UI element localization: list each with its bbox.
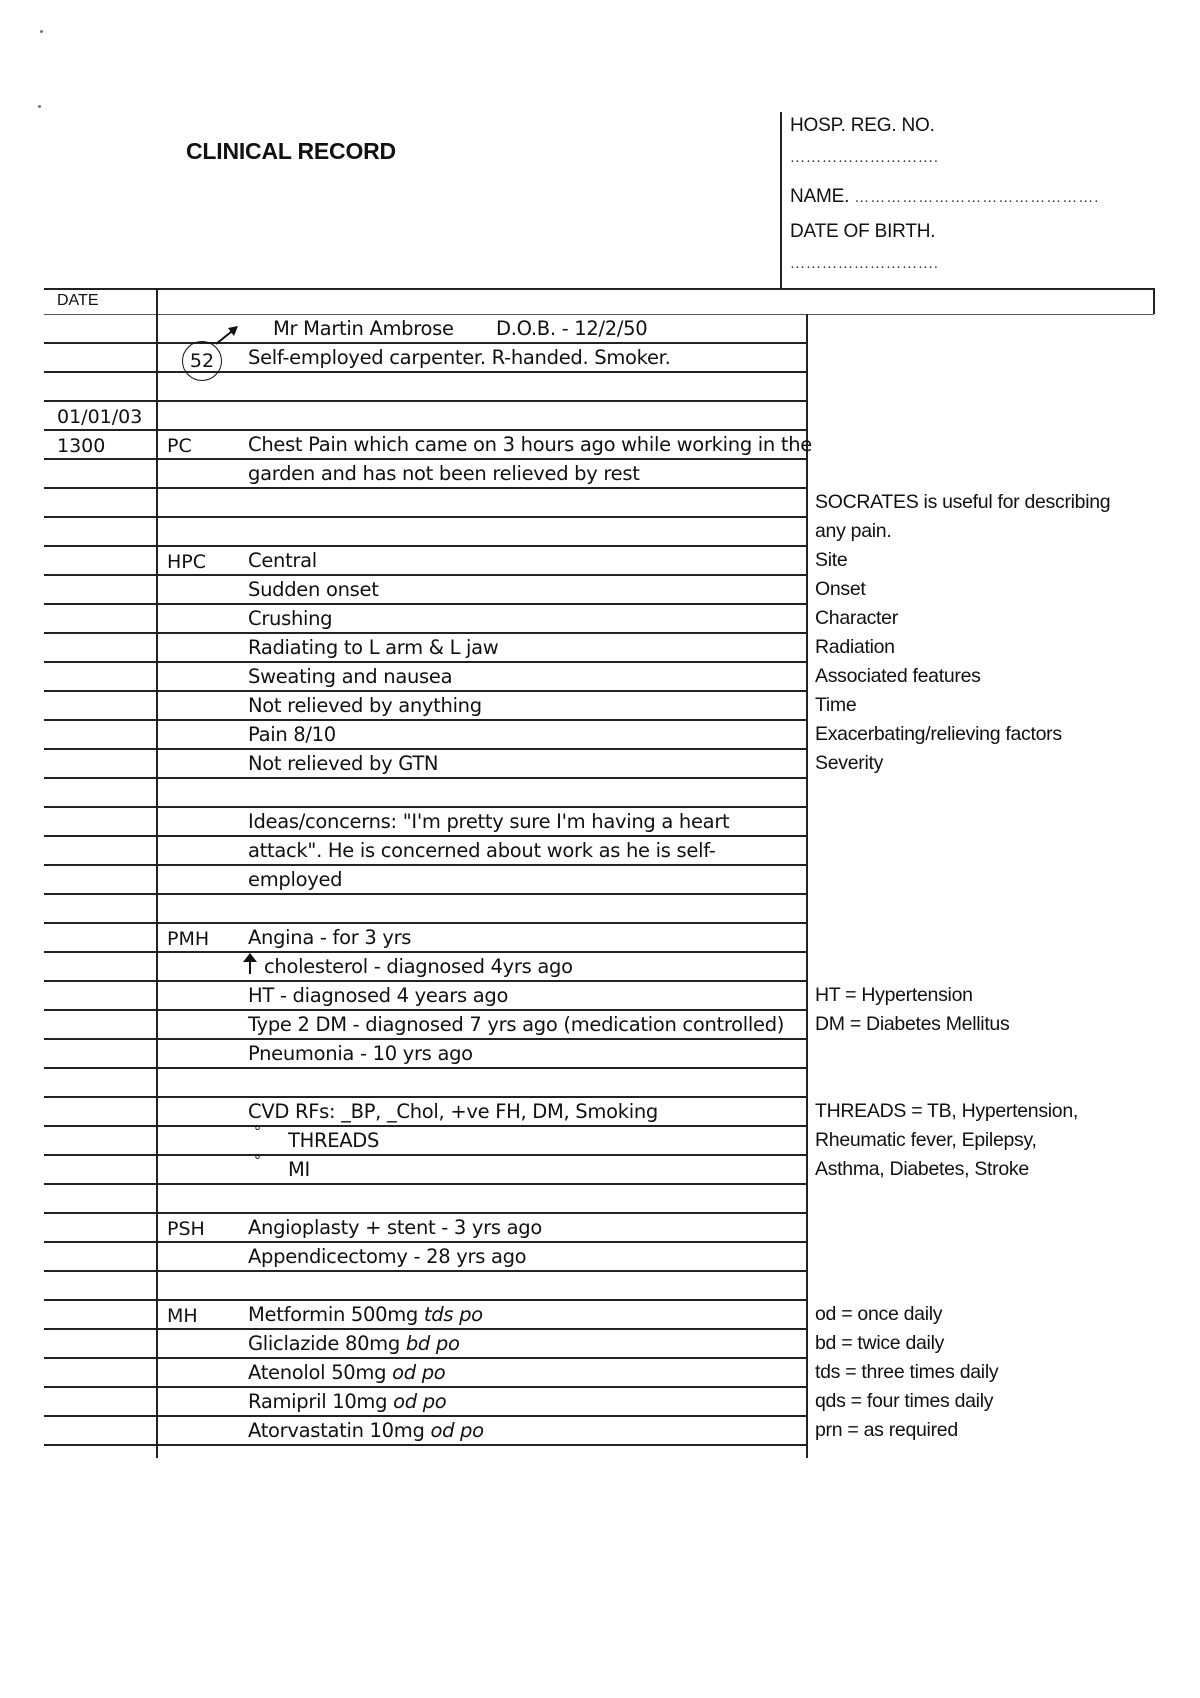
ice-line: Ideas/concerns: "I'm pretty sure I'm having a heart <box>248 810 730 833</box>
row-rule <box>44 1241 806 1243</box>
row-rule <box>44 371 806 373</box>
note-dosing: od = once daily <box>815 1303 943 1325</box>
pc-line: Chest Pain which came on 3 hours ago while working in the <box>248 433 812 456</box>
note-dosing: bd = twice daily <box>815 1332 945 1354</box>
note-socrates: Exacerbating/relieving factors <box>815 723 1062 745</box>
name-value: ………………………………………. <box>854 189 1100 206</box>
name-label: NAME. <box>790 186 850 207</box>
note-socrates: any pain. <box>815 520 892 542</box>
mh-line: Ramipril 10mg od po <box>248 1390 447 1413</box>
up-arrow-icon <box>242 952 258 976</box>
psh-label: PSH <box>167 1218 205 1240</box>
note-socrates: SOCRATES is useful for describing <box>815 491 1111 513</box>
note-threads: Asthma, Diabetes, Stroke <box>815 1158 1029 1180</box>
mh-line: Atorvastatin 10mg od po <box>248 1419 484 1442</box>
ice-line: attack". He is concerned about work as he is self- <box>248 839 716 862</box>
note-dosing: prn = as required <box>815 1419 958 1441</box>
hpc-label: HPC <box>167 551 207 573</box>
note-abbrev: HT = Hypertension <box>815 984 973 1006</box>
note-socrates: Severity <box>815 752 884 774</box>
mh-line: Atenolol 50mg od po <box>248 1361 446 1384</box>
note-socrates: Character <box>815 607 898 629</box>
mh-label: MH <box>167 1305 198 1327</box>
row-rule <box>44 342 806 344</box>
row-rule <box>44 1386 806 1388</box>
hpc-line: Radiating to L arm & L jaw <box>248 636 499 659</box>
note-dosing: qds = four times daily <box>815 1390 994 1412</box>
cvd-line: THREADS <box>288 1129 380 1152</box>
bullet-icon: ° <box>254 1124 261 1140</box>
note-socrates: Time <box>815 694 857 716</box>
date-column-header: DATE <box>57 292 99 309</box>
row-rule <box>44 1299 806 1301</box>
hpc-line: Not relieved by anything <box>248 694 482 717</box>
psh-line: Appendicectomy - 28 yrs ago <box>248 1245 527 1268</box>
row-rule <box>44 661 806 663</box>
name-field <box>790 186 1099 208</box>
note-abbrev: DM = Diabetes Mellitus <box>815 1013 1010 1035</box>
row-rule <box>44 1328 806 1330</box>
row-rule <box>44 632 806 634</box>
bullet-icon: ° <box>254 1153 261 1169</box>
row-rule <box>44 1357 806 1359</box>
row-rule <box>44 719 806 721</box>
pmh-line: HT - diagnosed 4 years ago <box>248 984 509 1007</box>
hpc-line: Sudden onset <box>248 578 379 601</box>
row-rule <box>44 1212 806 1214</box>
note-socrates: Onset <box>815 578 866 600</box>
header-divider <box>780 112 782 288</box>
row-rule <box>44 516 806 518</box>
row-rule <box>44 1444 806 1446</box>
row-rule <box>44 1125 806 1127</box>
hpc-line: Pain 8/10 <box>248 723 336 746</box>
row-rule <box>44 1038 806 1040</box>
row-rule <box>44 893 806 895</box>
pmh-label: PMH <box>167 928 210 950</box>
dob-label: DATE OF BIRTH. <box>790 221 936 242</box>
pmh-line: Type 2 DM - diagnosed 7 yrs ago (medication controlled) <box>248 1013 785 1036</box>
hosp-reg-label: HOSP. REG. NO. <box>790 115 935 136</box>
note-socrates: Radiation <box>815 636 895 658</box>
row-rule <box>44 1270 806 1272</box>
notes-column-rule <box>806 314 808 1458</box>
row-rule <box>44 458 806 460</box>
row-rule <box>44 922 806 924</box>
patient-age: 52 <box>182 341 222 381</box>
row-rule <box>44 835 806 837</box>
page-title: CLINICAL RECORD <box>186 138 396 164</box>
pmh-line: cholesterol - diagnosed 4yrs ago <box>264 955 573 978</box>
hpc-line: Crushing <box>248 607 333 630</box>
patient-name: Mr Martin Ambrose <box>273 317 454 340</box>
row-rule <box>44 1009 806 1011</box>
row-rule <box>44 1096 806 1098</box>
hosp-reg-value: ………………………. <box>790 150 939 166</box>
note-dosing: tds = three times daily <box>815 1361 999 1383</box>
patient-dob: D.O.B. - 12/2/50 <box>496 317 648 340</box>
row-rule <box>44 1154 806 1156</box>
row-rule <box>44 1067 806 1069</box>
table-right-edge <box>1153 288 1155 314</box>
table-top-rule <box>44 288 1154 290</box>
cvd-line: MI <box>288 1158 310 1181</box>
pmh-line: Angina - for 3 yrs <box>248 926 412 949</box>
date-header-rule <box>44 314 1154 315</box>
entry-time: 1300 <box>57 435 106 457</box>
row-rule <box>44 487 806 489</box>
note-socrates: Site <box>815 549 848 571</box>
row-rule <box>44 980 806 982</box>
row-rule <box>44 864 806 866</box>
arrow-icon <box>214 324 242 348</box>
pc-label: PC <box>167 435 192 457</box>
patient-occupation: Self-employed carpenter. R-handed. Smoker. <box>248 346 671 369</box>
note-threads: Rheumatic fever, Epilepsy, <box>815 1129 1037 1151</box>
hpc-line: Central <box>248 549 317 572</box>
pmh-line: Pneumonia - 10 yrs ago <box>248 1042 473 1065</box>
hpc-line: Sweating and nausea <box>248 665 453 688</box>
date-column-rule <box>156 288 158 1458</box>
row-rule <box>44 603 806 605</box>
row-rule <box>44 1415 806 1417</box>
note-threads: THREADS = TB, Hypertension, <box>815 1100 1079 1122</box>
cvd-line: CVD RFs: _BP, _Chol, +ve FH, DM, Smoking <box>248 1100 658 1123</box>
pc-line: garden and has not been relieved by rest <box>248 462 640 485</box>
row-rule <box>44 1183 806 1185</box>
ice-line: employed <box>248 868 343 891</box>
row-rule <box>44 545 806 547</box>
psh-line: Angioplasty + stent - 3 yrs ago <box>248 1216 542 1239</box>
row-rule <box>44 777 806 779</box>
mh-line: Metformin 500mg tds po <box>248 1303 483 1326</box>
entry-date: 01/01/03 <box>57 406 143 428</box>
hpc-line: Not relieved by GTN <box>248 752 439 775</box>
row-rule <box>44 574 806 576</box>
row-rule <box>44 748 806 750</box>
mh-line: Gliclazide 80mg bd po <box>248 1332 460 1355</box>
row-rule <box>44 400 806 402</box>
row-rule <box>44 690 806 692</box>
row-rule <box>44 951 806 953</box>
dob-value: ………………………. <box>790 256 939 272</box>
row-rule <box>44 429 806 431</box>
note-socrates: Associated features <box>815 665 981 687</box>
row-rule <box>44 806 806 808</box>
